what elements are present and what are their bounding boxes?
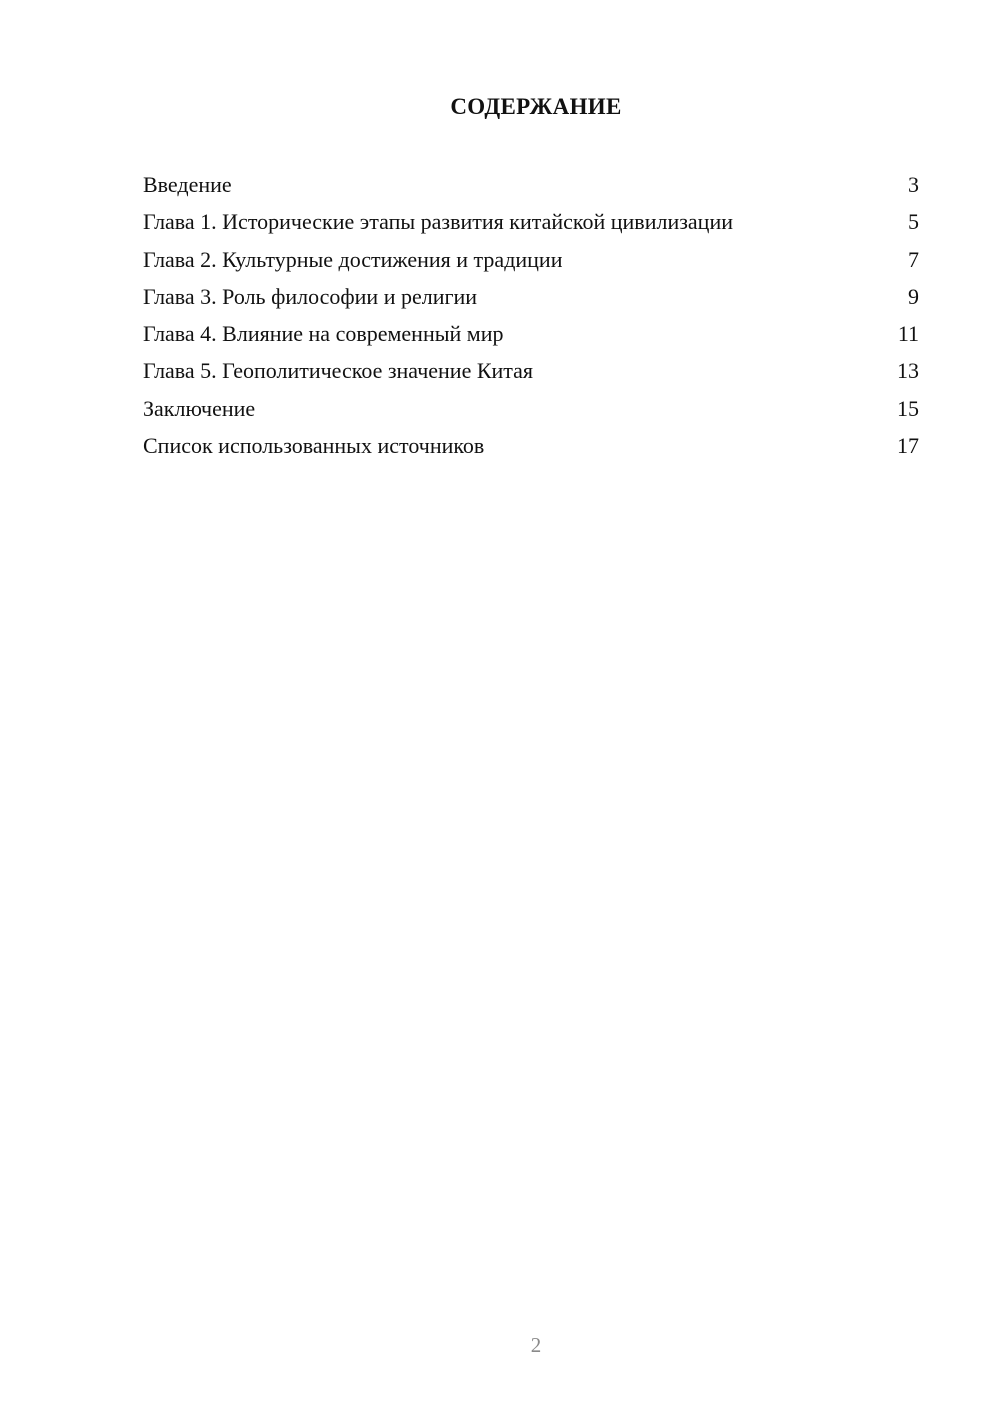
toc-entry-chapter-3 — [143, 280, 919, 317]
toc-entry-page: 3 — [908, 172, 919, 197]
toc-entry-chapter-2 — [143, 243, 919, 280]
toc-entry-references — [143, 429, 919, 466]
toc-entry-title: Список использованных источников — [143, 433, 485, 459]
toc-entry-title: Глава 2. Культурные достижения и традиции — [143, 246, 563, 272]
table-of-contents — [143, 168, 919, 466]
toc-entry-conclusion — [143, 392, 919, 429]
toc-entry-chapter-5 — [143, 354, 919, 391]
toc-entry-page: 15 — [897, 395, 919, 421]
toc-entry-title: Глава 3. Роль философии и религии — [143, 283, 478, 309]
toc-entry-page: 9 — [908, 283, 919, 309]
toc-entry-page: 13 — [897, 358, 919, 384]
toc-entry-title: Заключение — [143, 395, 256, 421]
toc-entry-chapter-4 — [143, 317, 919, 354]
toc-entry-page: 17 — [897, 433, 919, 459]
page-number: 2 — [530, 1333, 542, 1357]
toc-entry-page: 5 — [908, 209, 919, 235]
toc-entry-title: Введение — [143, 172, 232, 197]
page-title: СОДЕРЖАНИЕ — [450, 94, 622, 119]
toc-entry-page: 11 — [897, 321, 919, 347]
toc-entry-chapter-1 — [143, 205, 919, 242]
toc-entry-introduction — [143, 168, 919, 205]
toc-entry-title: Глава 1. Исторические этапы развития китайской цивилизации — [143, 209, 733, 235]
toc-entry-title: Глава 5. Геополитическое значение Китая — [143, 358, 534, 384]
toc-entry-title: Глава 4. Влияние на современный мир — [143, 321, 504, 347]
toc-entry-page: 7 — [908, 246, 919, 272]
